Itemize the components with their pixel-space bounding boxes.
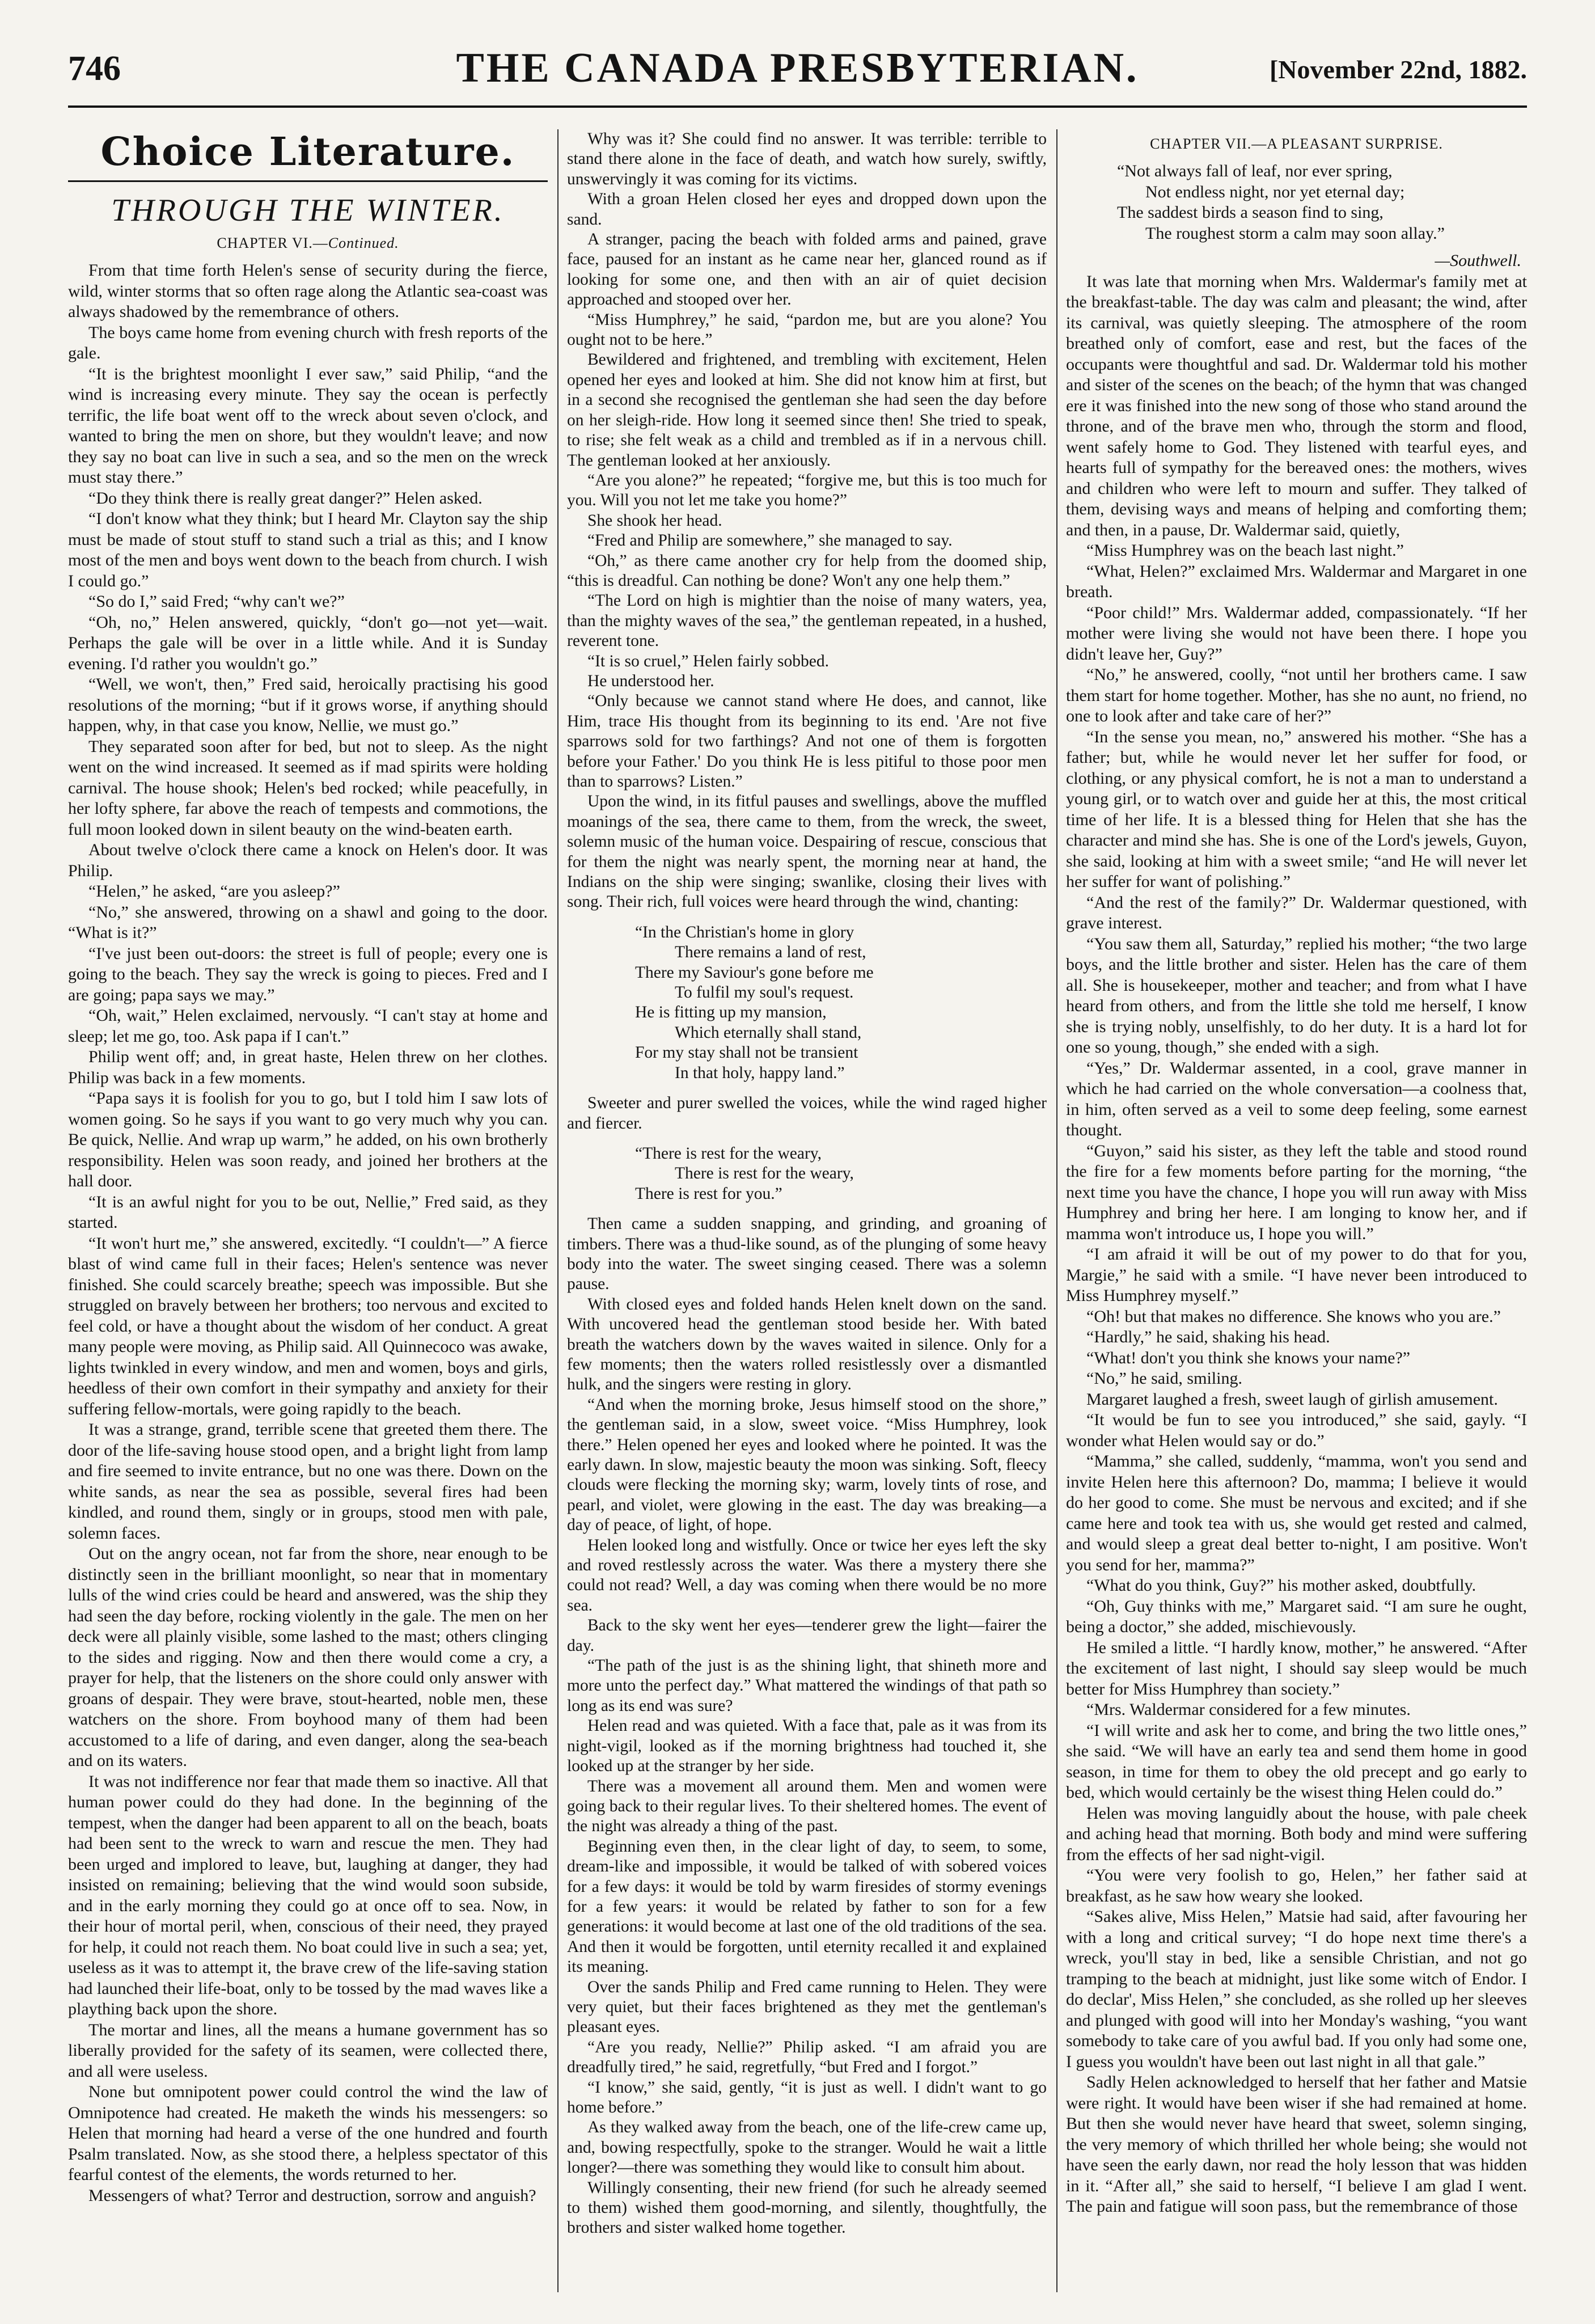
paragraph: Helen was moving languidly about the house, with pale cheek and aching head that morning. Both body and mind were suffering from the effects of her sad night-vigil. [1066,1803,1527,1864]
paragraph: “You saw them all, Saturday,” replied his mother; “the two large boys, and the little brother and sister. Helen has the care of them all. She is housekeeper, mother and teacher; and from what I have heard from others, and from the little she told me herself, I know she is trying nobly, unselfishly, to do her duty. It is a hard lot for one so young, though,” she ended with a sigh. [1066,934,1527,1057]
paragraph: It was late that morning when Mrs. Waldermar's family met at the breakfast-table. The day was calm and pleasant; the wind, after its carnival, was quietly sleeping. The atmosphere of the room breathed only of comfort, ease and rest, but the faces of the occupants were thoughtful and sad. Dr. Waldermar told his mother and sister of the scenes on the beach; of the hymn that was changed ere it was finished into the new song of those who stand around the throne, and of the brave men who, through the storm and flood, went safely home to God. They listened with tearful eyes, and hearts full of sympathy for the bereaved ones: the mothers, wives and children who were left to mourn and suffer. They talked of them, devising ways and means of helping and comforting them; and then, in a pause, Dr. Waldermar said, quietly, [1066,272,1527,539]
paragraph: “It is so cruel,” Helen fairly sobbed. [587,652,829,670]
verse-line: The roughest storm a calm may soon allay.” [1145,223,1445,243]
paragraph: It was not indifference nor fear that made them so inactive. All that human power could do they had done. In the beginning of the tempest, when the danger had been apparent to all on the beach, boats had been sent to the wreck to warn and rescue the men. They had been urged and implored to leave, but, laughing at danger, they had insisted on remaining; believing that the wind would soon subside, and in the early morning they could go at once off to sea. Now, in their hour of mortal peril, when, conscious of their need, they prayed for help, it could not reach them. No boat could live in such a sea; yet, useless as it was to attempt it, the brave crew of the life-saving station had launched their life-boat, only to be tossed by the mad waves like a plaything back upon the shore. [68,1772,548,2018]
paragraph: “And the rest of the family?” Dr. Waldermar questioned, with grave interest. [1066,893,1527,932]
masthead: THE CANADA PRESBYTERIAN. [456,45,1139,91]
paragraph: “Oh, Guy thinks with me,” Margaret said. “I am sure he ought, being a doctor,” she added, mischievously. [1066,1596,1527,1636]
paragraph: “Oh, wait,” Helen exclaimed, nervously. “I can't stay at home and sleep; let me go, too. Ask papa if I can't.” [68,1006,548,1046]
page-number: 746 [68,49,121,88]
paragraph: Upon the wind, in its fitful pauses and swellings, above the muffled moanings of the sea, there came to them, from the wreck, the sweet, solemn music of the human voice. Despairing of rescue, conscious that for them the night was nearly spent, the morning near at hand, the Indians on the ship were singing; swanlike, closing their lives with song. Their rich, full voices were heard through the wind, chanting: [567,792,1047,911]
epigraph [1066,161,1527,244]
paragraph: “Do they think there is really great danger?” Helen asked. [88,488,483,508]
column-1-body [68,260,548,2206]
paragraph: “It is the brightest moonlight I ever saw,” said Philip, “and the wind is increasing every minute. They say the ocean is perfectly terrific, the life boat went off to the wreck about seven o'clock, and wanted to bring the men on shore, but they wouldn't leave; and now they say no boat can live in such a sea, and so the men on the wreck must stay there.” [68,364,548,487]
verse-line: For my stay shall not be transient [635,1043,858,1062]
paragraph: “Are you ready, Nellie?” Philip asked. “I am afraid you are dreadfully tired,” he said, regretfully, “but Fred and I forgot.” [567,2038,1047,2077]
column-2-body-b [567,1093,1047,1134]
paragraph: “Mrs. Waldermar considered for a few minutes. [1086,1700,1411,1719]
paragraph: “Mamma,” she called, suddenly, “mamma, won't you send and invite Helen here this afternoon? Do, mamma; I believe it would do her good to come. She must be nervous and excited; and if she came here and took tea with us, she would get rested and calmed, and would sleep a great deal better to-night, I am positive. Won't you send for her, mamma?” [1066,1452,1527,1574]
column-divider [557,129,559,2292]
paragraph: As they walked away from the beach, one of the life-crew came up, and, bowing respectfully, spoke to the stranger. Would he wait a little longer?—there was something they would like to consult him about. [567,2118,1047,2177]
paragraph: They separated soon after for bed, but not to sleep. As the night went on the wind increased. It seemed as if mad spirits were holding carnival. The house shook; Helen's bed rocked; while peacefully, in her lofty sphere, far above the reach of tempests and commotions, the full moon looked down in silent beauty on the wind-beaten earth. [68,737,548,839]
paragraph: Bewildered and frightened, and trembling with excitement, Helen opened her eyes and looked at him. She did not know him at first, but in a second she recognised the gentleman she had seen the day before on her sleigh-ride. How long it seemed since then! She tried to speak, to rise; she felt weak as a child and trembled as if in a nervous chill. The gentleman looked at her anxiously. [567,350,1047,470]
paragraph: “It is an awful night for you to be out, Nellie,” Fred said, as they started. [68,1192,548,1232]
paragraph: “I know,” she said, gently, “it is just as well. I didn't want to go home before.” [567,2078,1047,2116]
verse-line: There is rest for you.” [635,1184,782,1203]
paragraph: With a groan Helen closed her eyes and dropped down upon the sand. [567,190,1047,229]
paragraph: “So do I,” said Fred; “why can't we?” [88,592,345,611]
paragraph: From that time forth Helen's sense of security during the fierce, wild, winter storms that so often rage along the Atlantic sea-coast was always shadowed by the remembrance of others. [68,261,548,321]
paragraph: Helen looked long and wistfully. Once or twice her eyes left the sky and roved restlessly across the water. Was there a mystery there she could not read? Well, a day was coming when there would be no more sea. [567,1536,1047,1615]
paragraph: “Fred and Philip are somewhere,” she managed to say. [587,531,953,550]
paragraph: “I've just been out-doors: the street is full of people; every one is going to the beach. They say the wreck is going to pieces. Fred and I are going; papa says we may.” [68,944,548,1004]
chapter-continued: Continued. [328,235,399,251]
paragraph: Out on the angry ocean, not far from the shore, near enough to be distinctly seen in the brilliant moonlight, so near that in momentary lulls of the wind cries could be heard and answered, was the ship they had seen the day before, rocking violently in the gale. The men on her deck were all plainly visible, some lashed to the mast; others clinging to the sides and rigging. Now and then there would come a cry, a prayer for help, that the listeners on the shore could only answer with groans of despair. They were brave, stout-hearted, noble men, these watchers on the shore. From boyhood many of them had been accustomed to a life of daring, and even danger, along the sea-beach and on its waters. [68,1544,548,1770]
paragraph: Margaret laughed a fresh, sweet laugh of girlish amusement. [1086,1389,1498,1409]
paragraph: “What! don't you think she knows your name?” [1086,1348,1411,1367]
column-1 [68,129,548,2292]
paragraph: “Poor child!” Mrs. Waldermar added, compassionately. “If her mother were living she would not have been there. I hope you didn't leave her, Guy?” [1066,603,1527,664]
paragraph: “Well, we won't, then,” Fred said, heroically practising his good resolutions of the morning; “but if it grows worse, if anything should happen, why, in that case you know, Nellie, we must go.” [68,675,548,735]
page-header [68,44,1527,112]
hymn-stanza-2 [567,1144,1047,1204]
paragraph: “In the sense you mean, no,” answered his mother. “She has a father; but, while he would never let her suffer for food, or clothing, or any physical comfort, he is not a man to understand a young girl, or to watch over and guide her at this, the most critical time of her life. It is a blessed thing for Helen that she has the character and mind she has. She is one of the Lord's jewels, Guyon, she said, looking at him with a sweet smile; “and He will never let her suffer for want of polishing.” [1066,727,1527,891]
paragraph: “No,” she answered, throwing on a shawl and going to the door. “What is it?” [68,902,548,942]
hymn-stanza-1 [567,923,1047,1083]
verse-line: There my Saviour's gone before me [635,963,874,982]
header-rule [68,105,1527,108]
paragraph: With closed eyes and folded hands Helen knelt down on the sand. With uncovered head the gentleman stood beside her. With bated breath the watchers down by the waves waited in silence. Only for a few moments; then the waters rolled resistlessly over a dismantled hulk, and the singers were resting in glory. [567,1295,1047,1394]
column-2-body-c [567,1214,1047,2238]
paragraph: Beginning even then, in the clear light of day, to seem, to some, dream-like and impossible, it would be talked of with sobered voices for a few days: it would be told by warm firesides of stormy evenings for a few years: it would be related by father to son for a few generations: it would become at last one of the old traditions of the sea. And then it would be forgotten, until eternity recalled it and explained its meaning. [567,1837,1047,1976]
paragraph: Over the sands Philip and Fred came running to Helen. They were very quiet, but their faces brightened as they met the gentleman's pleasant eyes. [567,1977,1047,2036]
column-3-body [1066,272,1527,2217]
paragraph: “No,” he said, smiling. [1086,1369,1242,1388]
column-2 [567,129,1047,2292]
paragraph: “Miss Humphrey,” he said, “pardon me, but are you alone? You ought not to be here.” [567,310,1047,349]
paragraph: Helen read and was quieted. With a face that, pale as it was from its night-vigil, looked as if the morning brightness had touched it, she looked up at the stranger by her side. [567,1717,1047,1776]
paragraph: “I don't know what they think; but I heard Mr. Clayton say the ship must be made of stout stuff to stand such a trial as this; and I know most of the men and boys went down to the beach from church. I wish I could go.” [68,509,548,590]
verse-line: Which eternally shall stand, [675,1023,862,1042]
paragraph: “The Lord on high is mightier than the noise of many waters, yea, than the mighty waves of the sea,” the gentleman repeated, in a hushed, reverent tone. [567,591,1047,650]
verse-line: He is fitting up my mansion, [635,1003,827,1022]
paragraph: “Miss Humphrey was on the beach last night.” [1086,541,1404,560]
column-divider [1056,129,1057,2292]
paragraph: Philip went off; and, in great haste, Helen threw on her clothes. Philip was back in a few moments. [68,1047,548,1087]
column-2-body-a [567,129,1047,912]
chapter-heading [68,234,548,252]
paragraph: “Oh, no,” Helen answered, quickly, “don't go—not yet—wait. Perhaps the gale will be over in a little while. And it is Sunday evening. I'd rather you wouldn't go.” [68,612,548,673]
paragraph: “I am afraid it will be out of my power to do that for you, Margie,” he said with a smile. “I have never been introduced to Miss Humphrey myself.” [1066,1245,1527,1305]
paragraph: “I will write and ask her to come, and bring the two little ones,” she said. “We will have an early tea and send them home in good season, in time for them to obey the old precept and go early to bed, which would certainly be the wisest thing Helen could do.” [1066,1721,1527,1802]
paragraph: About twelve o'clock there came a knock on Helen's door. It was Philip. [68,840,548,880]
section-title: Choice Literature. [68,129,548,182]
paragraph: Willingly consenting, their new friend (for such he already seemed to them) wished them good-morning, and silently, thoughtfully, the brothers and sister walked home together. [567,2178,1047,2237]
verse-line: “Not always fall of leaf, nor ever spring, [1117,162,1393,180]
paragraph: “You were very foolish to go, Helen,” her father said at breakfast, as he saw how weary she looked. [1066,1866,1527,1905]
paragraph: Messengers of what? Terror and destruction, sorrow and anguish? [88,2186,536,2205]
verse-line: To fulfil my soul's request. [675,983,854,1002]
epigraph-attribution: —Southwell. [1435,251,1521,270]
paragraph: “Helen,” he asked, “are you asleep?” [88,882,340,901]
verse-line: There is rest for the weary, [675,1164,854,1183]
paragraph: “Oh,” as there came another cry for help from the doomed ship, “this is dreadful. Can nothing be done? Won't any one help them.” [567,551,1047,590]
verse-line: Not endless night, nor yet eternal day; [1145,182,1405,201]
paragraph: Sadly Helen acknowledged to herself that her father and Matsie were right. It would have been wiser if she had remained at home. But then she would never have heard that sweet, solemn singing, the very memory of which thrilled her whole being; she would not have seen the early dawn, nor read the holy lesson that was hidden in it. “After all,” she said to herself, “I believe I am glad I went. The pain and fatigue will soon pass, but the remembrance of those [1066,2073,1527,2216]
paragraph: “Guyon,” said his sister, as they left the table and stood round the fire for a few moments before parting for the morning, “the next time you have the chance, I hope you will run away with Miss Humphrey and bring her here. I am longing to know her, and if mamma won't introduce us, I hope you will.” [1066,1141,1527,1243]
paragraph: “And when the morning broke, Jesus himself stood on the shore,” the gentleman said, in a slow, sweet voice. “Miss Humphrey, look there.” Helen opened her eyes and looked where he pointed. It was the early dawn. In slow, majestic beauty the moon was sinking. Soft, fleecy clouds were flecking the morning sky; warm, lovely tints of rose, and pearl, and violet, were glowing in the east. The day was breaking—a day of peace, of light, of hope. [567,1395,1047,1535]
paragraph: He smiled a little. “I hardly know, mother,” he answered. “After the excitement of last night, I should say sleep would be much better for Miss Humphrey than society.” [1066,1638,1527,1698]
paragraph: “Hardly,” he said, shaking his head. [1086,1328,1330,1346]
paragraph: The mortar and lines, all the means a humane government has so liberally provided for the safety of its seamen, were collected there, and all were useless. [68,2020,548,2081]
paragraph: He understood her. [587,671,714,690]
paragraph: There was a movement all around them. Men and women were going back to their regular lives. To their sheltered homes. The event of the night was already a thing of the past. [567,1777,1047,1836]
paragraph: “Papa says it is foolish for you to go, but I told him I saw lots of women going. So he says if you want to go very much why you can. Be quick, Nellie. And wrap up warm,” he added, on his own brotherly responsibility. Helen was soon ready, and joined her brothers at the hall door. [68,1089,548,1190]
paragraph: “What do you think, Guy?” his mother asked, doubtfully. [1086,1576,1476,1595]
issue-date: [November 22nd, 1882. [1269,55,1527,84]
verse-line: “In the Christian's home in glory [635,923,854,941]
paragraph: She shook her head. [587,511,722,530]
paragraph: Then came a sudden snapping, and grinding, and groaning of timbers. There was a thud-like sound, as of the plunging of some heavy body into the water. The sweet singing ceased. There was a solemn pause. [567,1215,1047,1294]
paragraph: “It would be fun to see you introduced,” she said, gayly. “I wonder what Helen would say or do.” [1066,1410,1527,1450]
paragraph: “Yes,” Dr. Waldermar assented, in a cool, grave manner in which he had carried on the whole conversation—a coolness that, in him, often served as a veil to some deep feeling, some earnest thought. [1066,1058,1527,1139]
paragraph: “Are you alone?” he repeated; “forgive me, but this is too much for you. Will you not let me take you home?” [567,471,1047,510]
paragraph: Back to the sky went her eyes—tenderer grew the light—fairer the day. [567,1616,1047,1655]
paragraph: The boys came home from evening church with fresh reports of the gale. [68,323,548,362]
paragraph: It was a strange, grand, terrible scene that greeted them there. The door of the life-saving house stood open, and a bright light from lamp and fire seemed to invite entrance, but no one was there. Down on the white sands, as near the sea as possible, several fires had been kindled, and round them, singly or in groups, stood men with pale, solemn faces. [68,1420,548,1543]
paragraph: “Only because we cannot stand where He does, and cannot, like Him, trace His thought from its beginning to its end. 'Are not five sparrows sold for two farthings? And not one of them is forgotten before your Father.' Do you think He is less pitiful to those poor men than to sparrows? Listen.” [567,692,1047,791]
paragraph: None but omnipotent power could control the wind the law of Omnipotence had created. He maketh the winds his messengers: so Helen that morning had heard a verse of the one hundred and fourth Psalm translated. Now, as she stood there, a helpless spectator of this fearful contest of the elements, the words returned to her. [68,2082,548,2184]
paragraph: “No,” he answered, coolly, “not until her brothers came. I saw them start for home together. Mother, has she no aunt, no friend, no one to look after and take care of her?” [1066,665,1527,725]
paragraph: “Oh! but that makes no difference. She knows who you are.” [1086,1307,1501,1326]
verse-line: There remains a land of rest, [675,943,866,962]
paragraph: “It won't hurt me,” she answered, excitedly. “I couldn't—” A fierce blast of wind came full in their faces; Helen's sentence was never finished. She could scarcely breathe; speech was impossible. But she struggled on bravely between her brothers; too nervous and excited to feel cold, or have a thought about the wisdom of her conduct. A great many people were moving, as Philip said. All Quinnecoco was awake, lights twinkled in every window, and men and women, boys and girls, heedless of their own comfort in their sympathy and anxiety for their suffering fellow-mortals, were going rapidly to the beach. [68,1233,548,1418]
paragraph: “The path of the just is as the shining light, that shineth more and more unto the perfect day.” What mattered the windings of that path so long as its end was sure? [567,1657,1047,1715]
story-title: THROUGH THE WINTER. [111,193,505,228]
chapter-vii-heading: CHAPTER VII.—A PLEASANT SURPRISE. [1150,136,1443,152]
paragraph: “Sakes alive, Miss Helen,” Matsie had said, after favouring her with a long and critical survey; “I do hope next time there's a wreck, you'll stay in bed, like a sensible Christian, and not go tramping to the beach at midnight, just like some witch of Endor. I do declar', Miss Helen,” she concluded, as she rolled up her sleeves and plunged with good will into her Monday's washing, “you want somebody to take care of you awful bad. If you only had some one, I guess you wouldn't have been out last night in all that gale.” [1066,1907,1527,2071]
verse-line: The saddest birds a season find to sing, [1117,203,1384,222]
column-3 [1066,129,1527,2292]
paragraph: Why was it? She could find no answer. It was terrible: terrible to stand there alone in the face of death, and watch how surely, swiftly, unswervingly it was coming for its victims. [567,130,1047,188]
paragraph: Sweeter and purer swelled the voices, while the wind raged higher and fiercer. [567,1094,1047,1133]
verse-line: In that holy, happy land.” [675,1063,845,1082]
chapter-label: CHAPTER VI.— [217,235,328,251]
paragraph: “What, Helen?” exclaimed Mrs. Waldermar and Margaret in one breath. [1066,561,1527,601]
paragraph: A stranger, pacing the beach with folded arms and pained, grave face, paused for an instant as he came near her, glanced round as if looking for some one, and then with an air of quiet decision approached and stooped over her. [567,230,1047,309]
verse-line: “There is rest for the weary, [635,1144,822,1163]
